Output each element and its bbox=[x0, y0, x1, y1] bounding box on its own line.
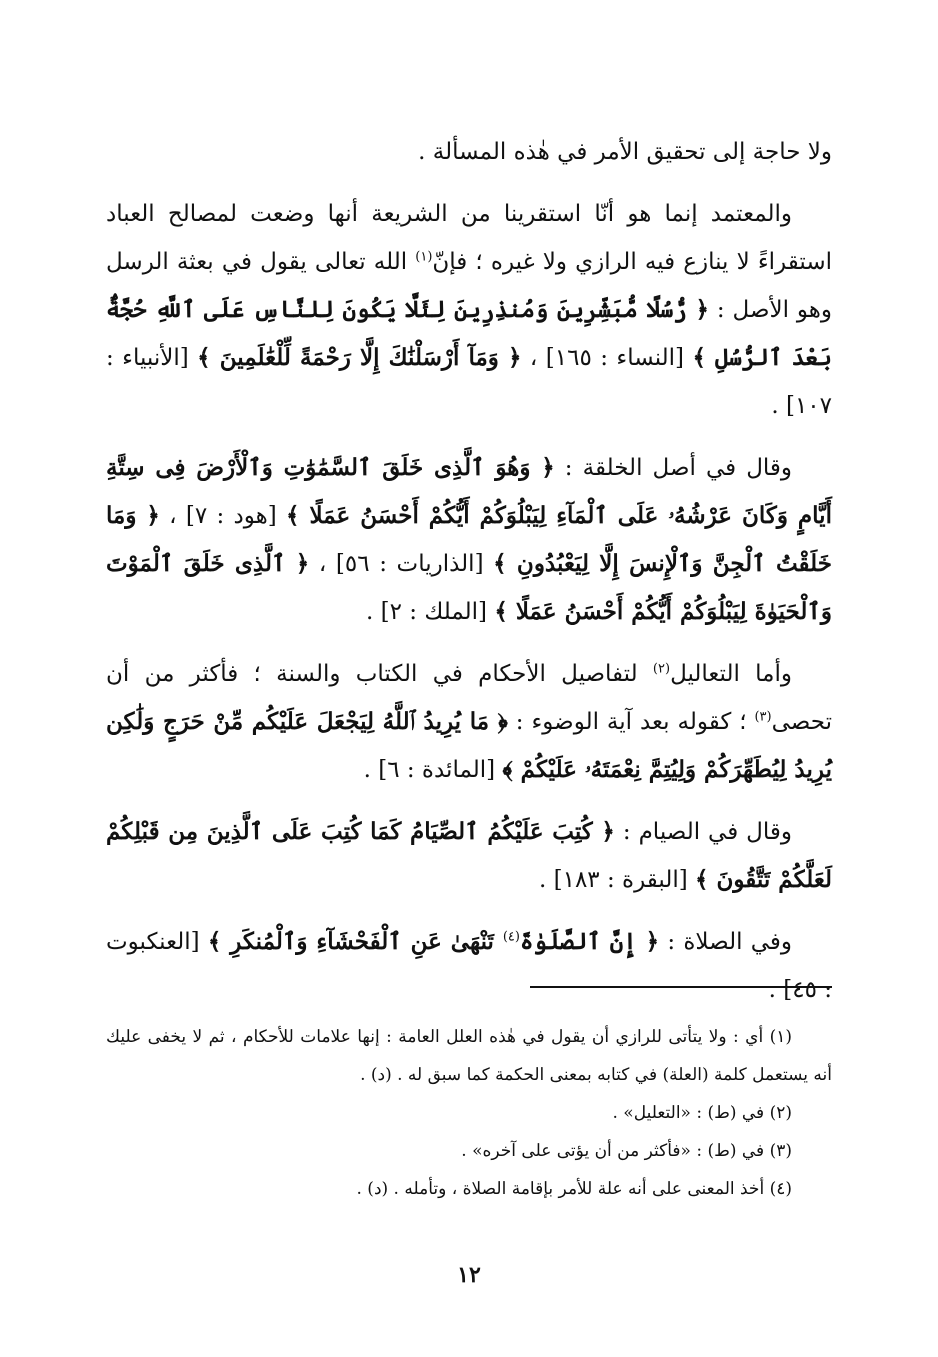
text-run: وفي الصلاة : bbox=[659, 929, 792, 955]
quran-verse: ﴿ إِنَّ ٱلصَّلَوٰةَ bbox=[519, 928, 660, 955]
paragraph bbox=[106, 128, 832, 176]
paragraph bbox=[106, 808, 832, 904]
text-run: [العنكبوت : ٤٥] . bbox=[106, 929, 832, 1003]
quran-verse: ﴿ رُّسُلًا مُّبَشِّرِينَ وَمُنذِرِينَ لِئَلَّا يَكُونَ لِلنَّاسِ عَلَى ٱللَّهِ حُجَّةٌۢ بَعْدَ ٱلرُّسُلِ ﴾ bbox=[106, 296, 832, 371]
paragraph bbox=[106, 444, 832, 636]
footnote: (٢) في (ط) : «التعليل» . bbox=[612, 1103, 792, 1123]
footnote-marker: (٢) bbox=[652, 661, 671, 677]
text-run: [هود : ٧] ، bbox=[159, 503, 287, 529]
text-run: [الذاريات : ٥٦] ، bbox=[309, 551, 494, 577]
footnote-marker: (٤) bbox=[502, 929, 520, 945]
quran-verse: ﴿ كُتِبَ عَلَيْكُمُ ٱلصِّيَامُ كَمَا كُتِبَ عَلَى ٱلَّذِينَ مِن قَبْلِكُمْ لَعَلَّكُمْ تَتَّقُونَ ﴾ bbox=[106, 818, 832, 893]
footnote-divider bbox=[530, 986, 832, 988]
text-run: وقال في الصيام : bbox=[614, 819, 793, 845]
text-run: ؛ كقوله بعد آية الوضوء : bbox=[507, 709, 755, 735]
text-run: [المائدة : ٦] . bbox=[363, 757, 503, 783]
text-run: لتفاصيل الأحكام في الكتاب والسنة ؛ فأكثر من أن تحصى bbox=[106, 661, 832, 735]
footnote: (٤) أخذ المعنى على أنه علة للأمر بإقامة الصلاة ، وتأمله . (د) . bbox=[356, 1179, 792, 1199]
text-run: ولا حاجة إلى تحقيق الأمر في هٰذه المسألة . bbox=[418, 139, 832, 165]
quran-verse: ﴿ وَمَآ أَرْسَلْنَٰكَ إِلَّا رَحْمَةً لِّلْعَٰلَمِينَ ﴾ bbox=[197, 344, 522, 371]
paragraph bbox=[106, 650, 832, 794]
text-run: والمعتمد إنما هو أنّا استقرينا من الشريعة أنها وضعت لمصالح العباد استقراءً لا ينازع فيه الرازي ولا غيره ؛ فإنّ bbox=[106, 201, 832, 275]
paragraph bbox=[106, 918, 832, 1014]
footnote-marker: (٣) bbox=[754, 709, 772, 725]
text-run: وقال في أصل الخلقة : bbox=[554, 455, 793, 481]
footnotes bbox=[106, 1018, 832, 1208]
footnote-marker: (١) bbox=[415, 249, 433, 265]
text-run: [الأنبياء : ١٠٧] . bbox=[106, 345, 832, 419]
footnote: (١) أي : ولا يتأتى للرازي أن يقول في هٰذه العلل العامة : إنها علامات للأحكام ، ثم لا يخفى عليك أنه يستعمل كلمة (العلة) في كتابه بمعنى الحكمة كما سبق له . (د) . bbox=[106, 1027, 832, 1085]
text-run: وأما التعاليل bbox=[670, 661, 792, 687]
text-run: [النساء : ١٦٥] ، bbox=[521, 345, 693, 371]
paragraph bbox=[106, 190, 832, 430]
text-run: الله تعالى يقول في بعثة الرسل وهو الأصل : bbox=[106, 249, 832, 323]
footnote: (٣) في (ط) : «فأكثر من أن يؤتى على آخره» . bbox=[461, 1141, 792, 1161]
quran-verse: ﴿ وَهُوَ ٱلَّذِى خَلَقَ ٱلسَّمَٰوَٰتِ وَٱلْأَرْضَ فِى سِتَّةِ أَيَّامٍ وَكَانَ عَرْشُهُۥ عَلَى ٱلْمَآءِ لِيَبْلُوَكُمْ أَيُّكُمْ أَحْسَنُ عَمَلًا ﴾ bbox=[106, 454, 832, 529]
text-run: [الملك : ٢] . bbox=[366, 599, 495, 625]
page-number: ١٢ bbox=[457, 1262, 481, 1288]
quran-verse: ﴿ مَا يُرِيدُ ٱللَّهُ لِيَجْعَلَ عَلَيْكُم مِّنْ حَرَجٍ وَلَٰكِن يُرِيدُ لِيُطَهِّرَكُمْ وَلِيُتِمَّ نِعْمَتَهُۥ عَلَيْكُمْ ﴾ bbox=[106, 708, 832, 783]
quran-verse: ﴿ وَمَا خَلَقْتُ ٱلْجِنَّ وَٱلْإِنسَ إِلَّا لِيَعْبُدُونِ ﴾ bbox=[106, 502, 833, 577]
text-run: [البقرة : ١٨٣] . bbox=[538, 867, 696, 893]
quran-verse: ﴿ ٱلَّذِى خَلَقَ ٱلْمَوْتَ وَٱلْحَيَوٰةَ لِيَبْلُوَكُمْ أَيُّكُمْ أَحْسَنُ عَمَلًا ﴾ bbox=[106, 550, 832, 625]
main-text bbox=[106, 128, 832, 1028]
quran-verse: تَنْهَىٰ عَنِ ٱلْفَحْشَآءِ وَٱلْمُنكَرِ ﴾ bbox=[207, 928, 503, 955]
